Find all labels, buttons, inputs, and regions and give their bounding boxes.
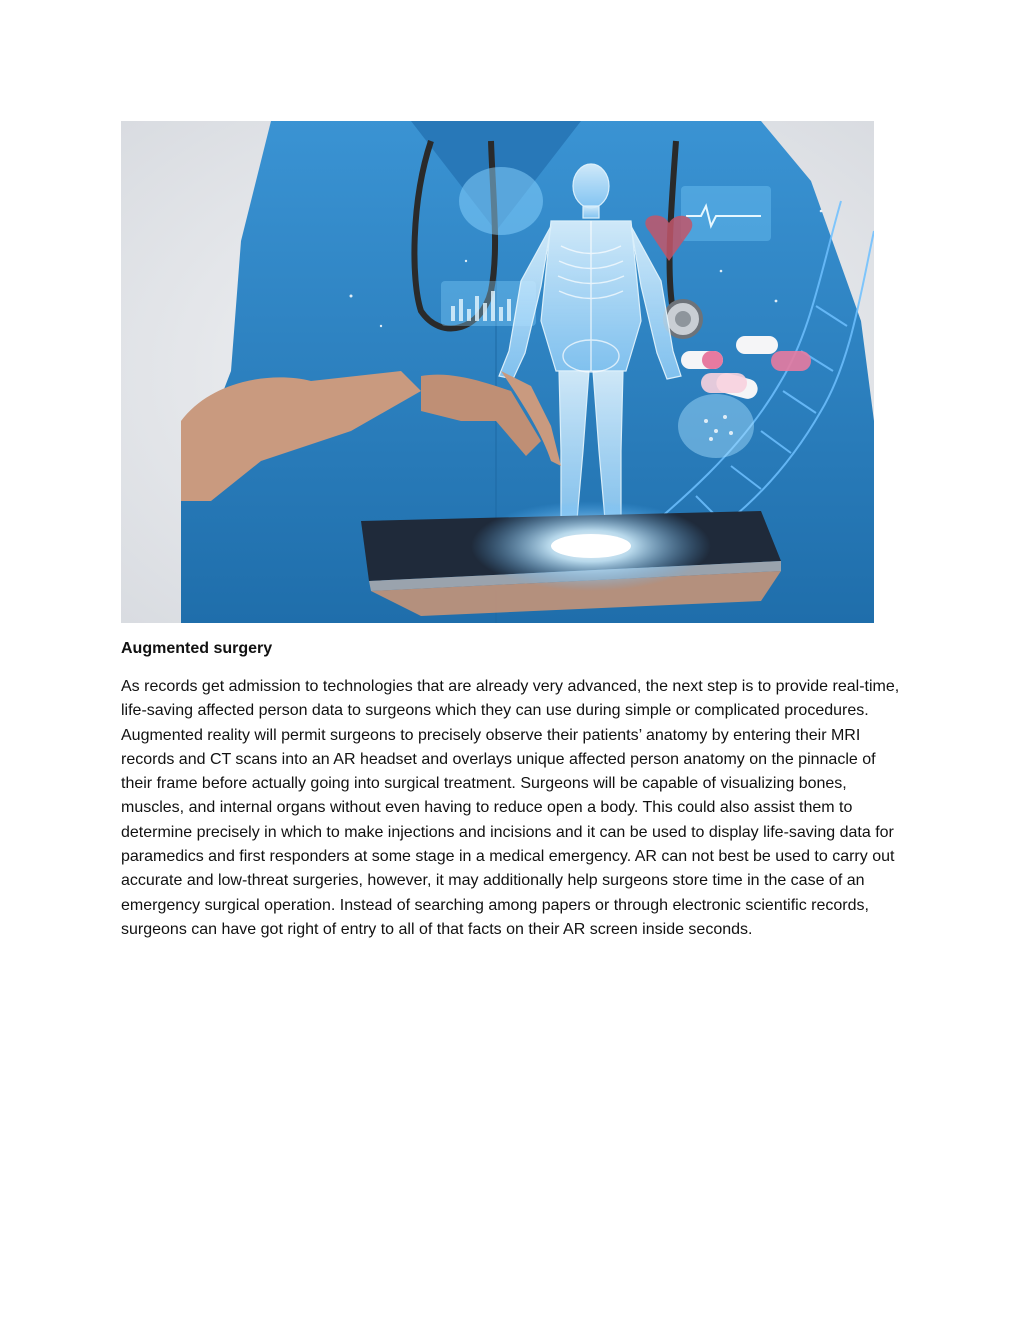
article-body: As records get admission to technologies that are already very advanced, the next step is to provide real-time, life-saving affected person data to surgeons which they can use during simple or complicated procedures. Augmented reality will permit surgeons to precisely observe their patients’ anatomy by entering their MRI records and CT scans into an AR headset and overlays unique affected person anatomy on the pinnacle of their frame before actually going into surgical treatment. Surgeons will be capable of visualizing bones, muscles, and internal organs without even having to reduce open a body. This could also assist them to determine precisely in which to make injections and incisions and it can be used to display life-saving data for paramedics and first responders at some stage in a medical emergency. AR can not best be used to carry out accurate and low-threat surgeries, however, it may additionally help surgeons store time in the case of an emergency surgical operation. Instead of searching among papers or through electronic scientific records, surgeons can have got right of entry to all of that facts on their AR screen inside seconds.	[121, 678, 900, 938]
article-heading: Augmented surgery	[121, 640, 273, 657]
surgeon-hologram-illustration	[121, 121, 874, 623]
hero-image	[121, 121, 874, 623]
